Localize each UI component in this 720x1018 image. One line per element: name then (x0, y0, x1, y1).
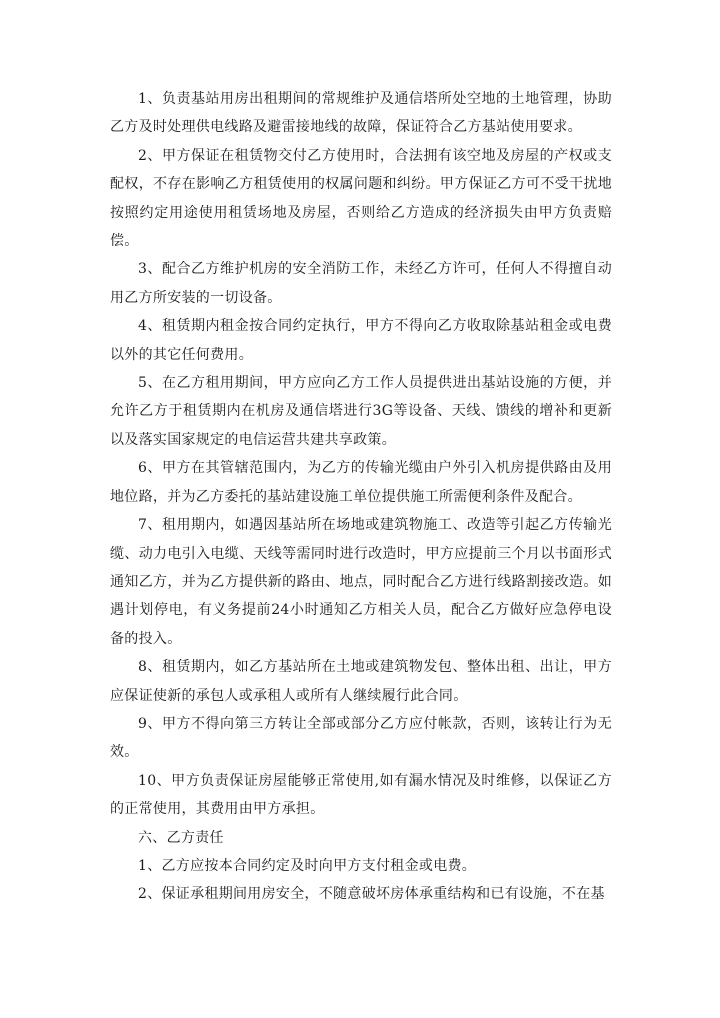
clause-9: 9、甲方不得向第三方转让全部或部分乙方应付帐款，否则，该转让行为无效。 (110, 715, 612, 761)
document-page (110, 85, 612, 909)
clause-1: 1、负责基站用房出租期间的常规维护及通信塔所处空地的土地管理，协助乙方及时处理供电线路及避雷接地线的故障，保证符合乙方基站使用要求。 (110, 91, 612, 136)
party-b-clause-2: 2、保证承租期间用房安全，不随意破坏房体承重结构和已有设施，不在基 (138, 886, 605, 903)
clause-10: 10、甲方负责保证房屋能够正常使用,如有漏水情况及时维修，以保证乙方的正常使用，其费用由甲方承担。 (110, 772, 612, 818)
clause-7: 7、租用期内，如遇因基站所在场地或建筑物施工、改造等引起乙方传输光缆、动力电引入电缆、天线等需同时进行改造时，甲方应提前三个月以书面形式通知乙方，并为乙方提供新的路由、地点，同时配合乙方进行线路割接改造。如遇计划停电，有义务提前24小时通知乙方相关人员，配合乙方做好应急停电设备的投入。 (110, 517, 612, 647)
section-heading: 六、乙方责任 (138, 829, 224, 846)
clause-5: 5、在乙方租用期间，甲方应向乙方工作人员提供进出基站设施的方便，并允许乙方于租赁期内在机房及通信塔进行3G等设备、天线、馈线的增补和更新以及落实国家规定的电信运营共建共享政策。 (110, 375, 612, 448)
clause-2: 2、甲方保证在租赁物交付乙方使用时，合法拥有该空地及房屋的产权或支配权，不存在影响乙方租赁使用的权属问题和纠纷。甲方保证乙方可不受干扰地按照约定用途使用租赁场地及房屋，否则给乙方造成的经济损失由甲方负责赔偿。 (110, 147, 612, 250)
clause-6: 6、甲方在其管辖范围内，为乙方的传输光缆由户外引入机房提供路由及用地位路，并为乙方委托的基站建设施工单位提供施工所需便利条件及配合。 (110, 460, 612, 505)
clause-4: 4、租赁期内租金按合同约定执行，甲方不得向乙方收取除基站租金或电费以外的其它任何费用。 (110, 318, 612, 363)
clause-8: 8、租赁期内，如乙方基站所在土地或建筑物发包、整体出租、出让，甲方应保证使新的承包人或承租人或所有人继续履行此合同。 (110, 659, 612, 704)
party-b-clause-1: 1、乙方应按本合同约定及时向甲方支付租金或电费。 (138, 857, 477, 874)
clause-3: 3、配合乙方维护机房的安全消防工作，未经乙方许可，任何人不得擅自动用乙方所安装的一切设备。 (110, 261, 612, 306)
